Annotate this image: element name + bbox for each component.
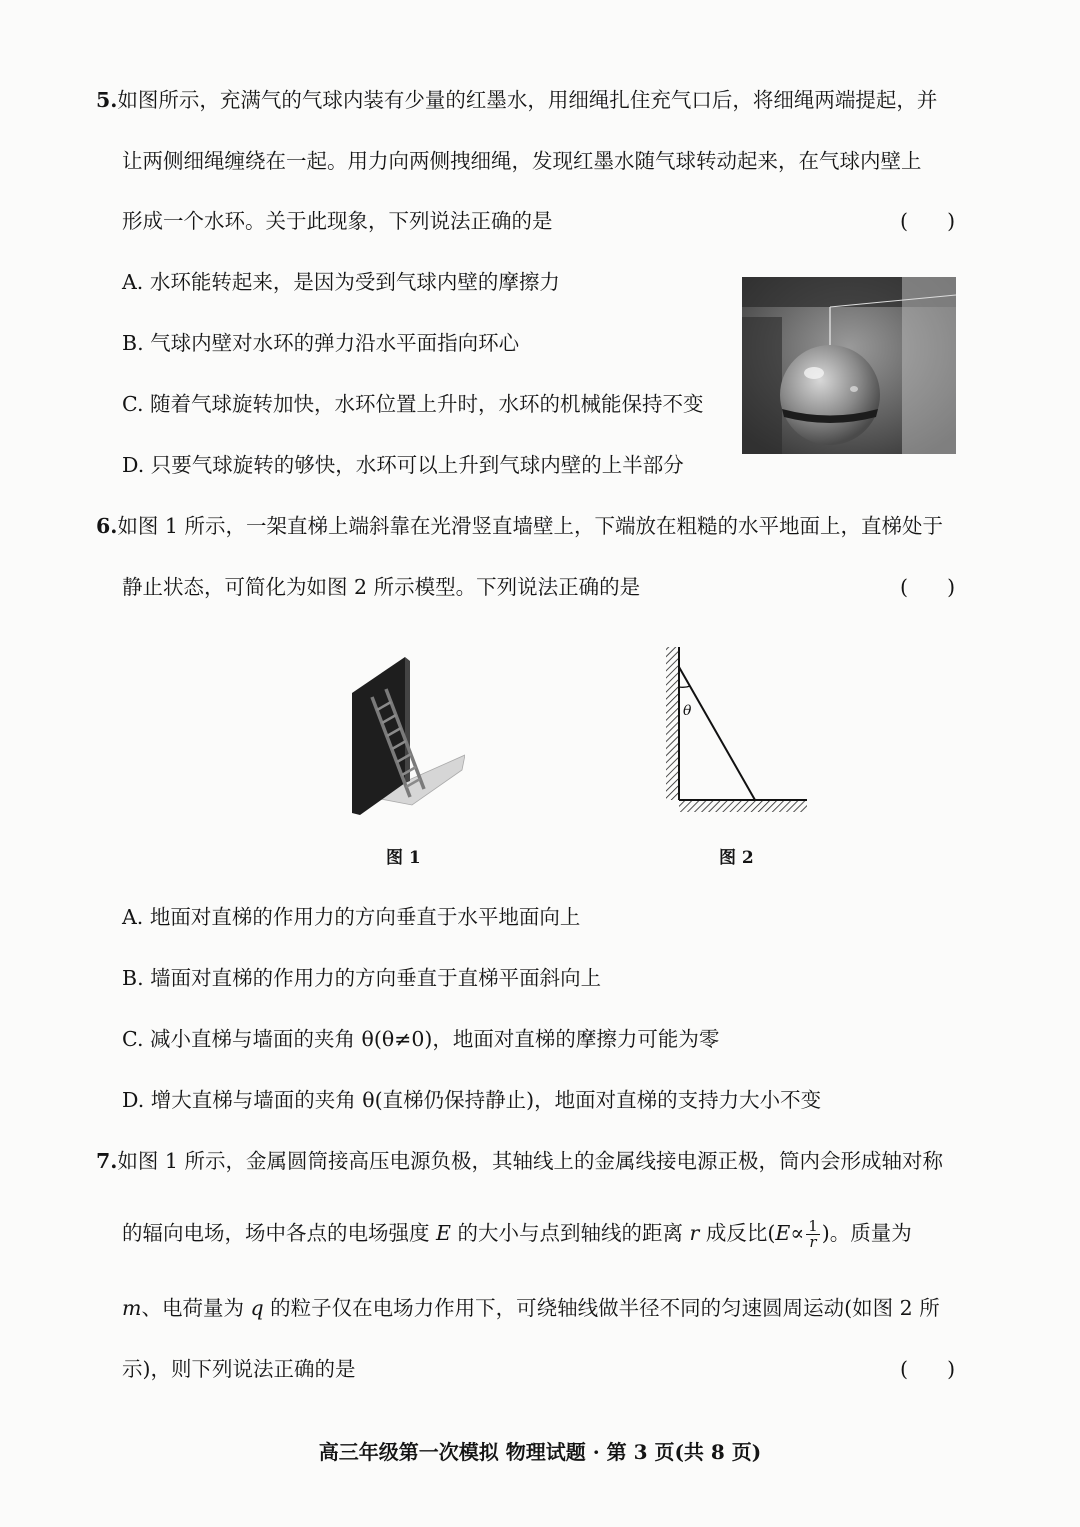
ladder-model-figure-2 [663,645,811,815]
q6-option-a: A. 地面对直梯的作用力的方向垂直于水平地面向上 [122,905,581,929]
q7-text-3b: 的粒子仅在电场力作用下，可绕轴线做半径不同的匀速圆周运动(如图 2 所 [263,1296,940,1320]
q7-line-3 [122,1293,940,1323]
fraction-numerator: 1 [808,1217,818,1235]
q7-text-2a: 的辐向电场，场中各点的电场强度 [122,1221,437,1245]
q5-option-d: D. 只要气球旋转的够快，水环可以上升到气球内壁的上半部分 [122,453,684,477]
fraction-one-over-r [806,1219,820,1250]
q5-option-a: A. 水环能转起来，是因为受到气球内壁的摩擦力 [122,270,560,294]
q7-text-2c: 成反比( [699,1221,776,1245]
q7-line-2 [122,1218,912,1250]
symbol-e: E [436,1221,451,1245]
q6-line-1 [96,511,943,541]
q6-option-b: B. 墙面对直梯的作用力的方向垂直于直梯平面斜向上 [122,966,602,990]
q5-number: 5. [96,88,118,112]
symbol-e-2: E [775,1221,791,1245]
q5-line-2: 让两侧细绳缠绕在一起。用力向两侧拽细绳，发现红墨水随气球转动起来，在气球内壁上 [122,149,922,173]
proportional-sign: ∝ [790,1221,805,1245]
q5-text-1: 如图所示，充满气的气球内装有少量的红墨水，用细绳扎住充气口后，将细绳两端提起，并 [117,88,938,112]
q7-line-4: 示)，则下列说法正确的是 [122,1357,356,1381]
q6-answer-bracket: ( ) [900,575,956,599]
page-footer: 高三年级第一次模拟 物理试题 · 第 3 页(共 8 页) [318,1440,762,1464]
q5-option-b: B. 气球内壁对水环的弹力沿水平面指向环心 [122,331,520,355]
q6-line-2: 静止状态，可简化为如图 2 所示模型。下列说法正确的是 [122,575,641,599]
q6-option-d: D. 增大直梯与墙面的夹角 θ(直梯仍保持静止)，地面对直梯的支持力大小不变 [122,1088,822,1112]
theta-label: θ [683,703,692,719]
figure-2-caption: 图 2 [719,848,754,868]
figure-1-caption: 图 1 [386,848,421,868]
symbol-r: r [689,1221,700,1245]
q5-line-3: 形成一个水环。关于此现象，下列说法正确的是 [122,209,553,233]
q5-line-1 [96,85,937,115]
ladder-wall-figure-1 [350,655,465,825]
q7-text-2b: 的大小与点到轴线的距离 [450,1221,690,1245]
symbol-q: q [250,1296,264,1320]
q6-text-1: 如图 1 所示，一架直梯上端斜靠在光滑竖直墙壁上，下端放在粗糙的水平地面上，直梯处于 [117,514,943,538]
symbol-m: m [122,1296,142,1320]
q5-option-c: C. 随着气球旋转加快，水环位置上升时，水环的机械能保持不变 [122,392,704,416]
q7-line-1 [96,1146,943,1176]
q7-answer-bracket: ( ) [900,1357,956,1381]
q6-number: 6. [96,514,118,538]
q7-text-3a: 、电荷量为 [141,1296,251,1320]
q6-option-c: C. 减小直梯与墙面的夹角 θ(θ≠0)，地面对直梯的摩擦力可能为零 [122,1027,720,1051]
q7-text-2d: )。质量为 [821,1221,912,1245]
q7-text-1: 如图 1 所示，金属圆筒接高压电源负极，其轴线上的金属线接电源正极，筒内会形成轴对称 [117,1149,943,1173]
q7-number: 7. [96,1149,118,1173]
fraction-denominator: r [809,1233,817,1251]
q5-answer-bracket: ( ) [900,209,956,233]
balloon-photo [742,277,956,454]
